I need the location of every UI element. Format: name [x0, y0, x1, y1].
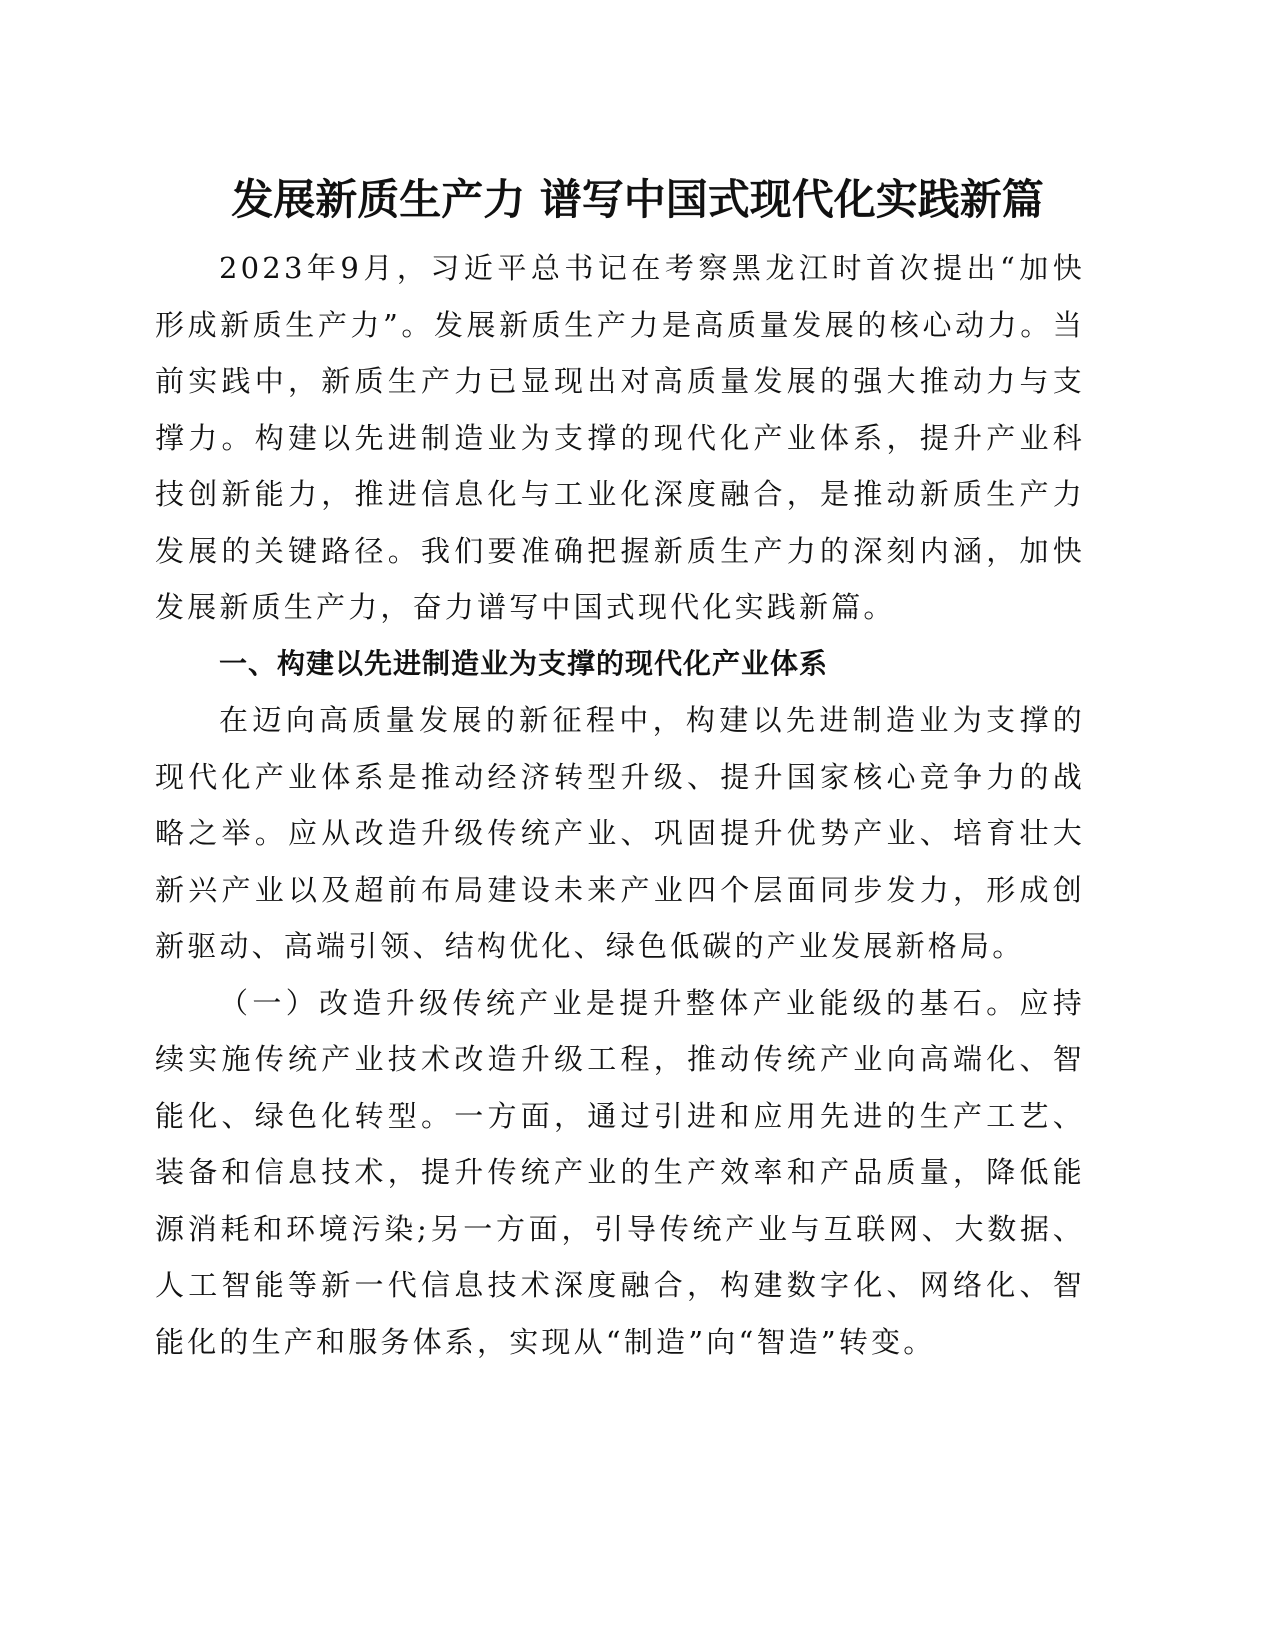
section-paragraph: 在迈向高质量发展的新征程中，构建以先进制造业为支撑的现代化产业体系是推动经济转型升级、提升国家核心竞争力的战略之举。应从改造升级传统产业、巩固提升优势产业、培育壮大新兴产业以及超前布局建设未来产业四个层面同步发力，形成创新驱动、高端引领、结构优化、绿色低碳的产业发展新格局。 — [155, 703, 1085, 963]
section-heading: 一、构建以先进制造业为支撑的现代化产业体系 — [219, 646, 829, 680]
intro-paragraph: 2023年9月，习近平总书记在考察黑龙江时首次提出“加快形成新质生产力”。发展新质生产力是高质量发展的核心动力。当前实践中，新质生产力已显现出对高质量发展的强大推动力与支撑力。构建以先进制造业为支撑的现代化产业体系，提升产业科技创新能力，推进信息化与工业化深度融合，是推动新质生产力发展的关键路径。我们要准确把握新质生产力的深刻内涵，加快发展新质生产力，奋力谱写中国式现代化实践新篇。 — [155, 251, 1085, 624]
document-body — [155, 240, 1085, 1370]
subsection-paragraph: （一）改造升级传统产业是提升整体产业能级的基石。应持续实施传统产业技术改造升级工程，推动传统产业向高端化、智能化、绿色化转型。一方面，通过引进和应用先进的生产工艺、装备和信息技术，提升传统产业的生产效率和产品质量，降低能源消耗和环境污染;另一方面，引导传统产业与互联网、大数据、人工智能等新一代信息技术深度融合，构建数字化、网络化、智能化的生产和服务体系，实现从“制造”向“智造”转变。 — [155, 985, 1085, 1359]
page-title: 发展新质生产力 谱写中国式现代化实践新篇 — [231, 175, 1044, 224]
